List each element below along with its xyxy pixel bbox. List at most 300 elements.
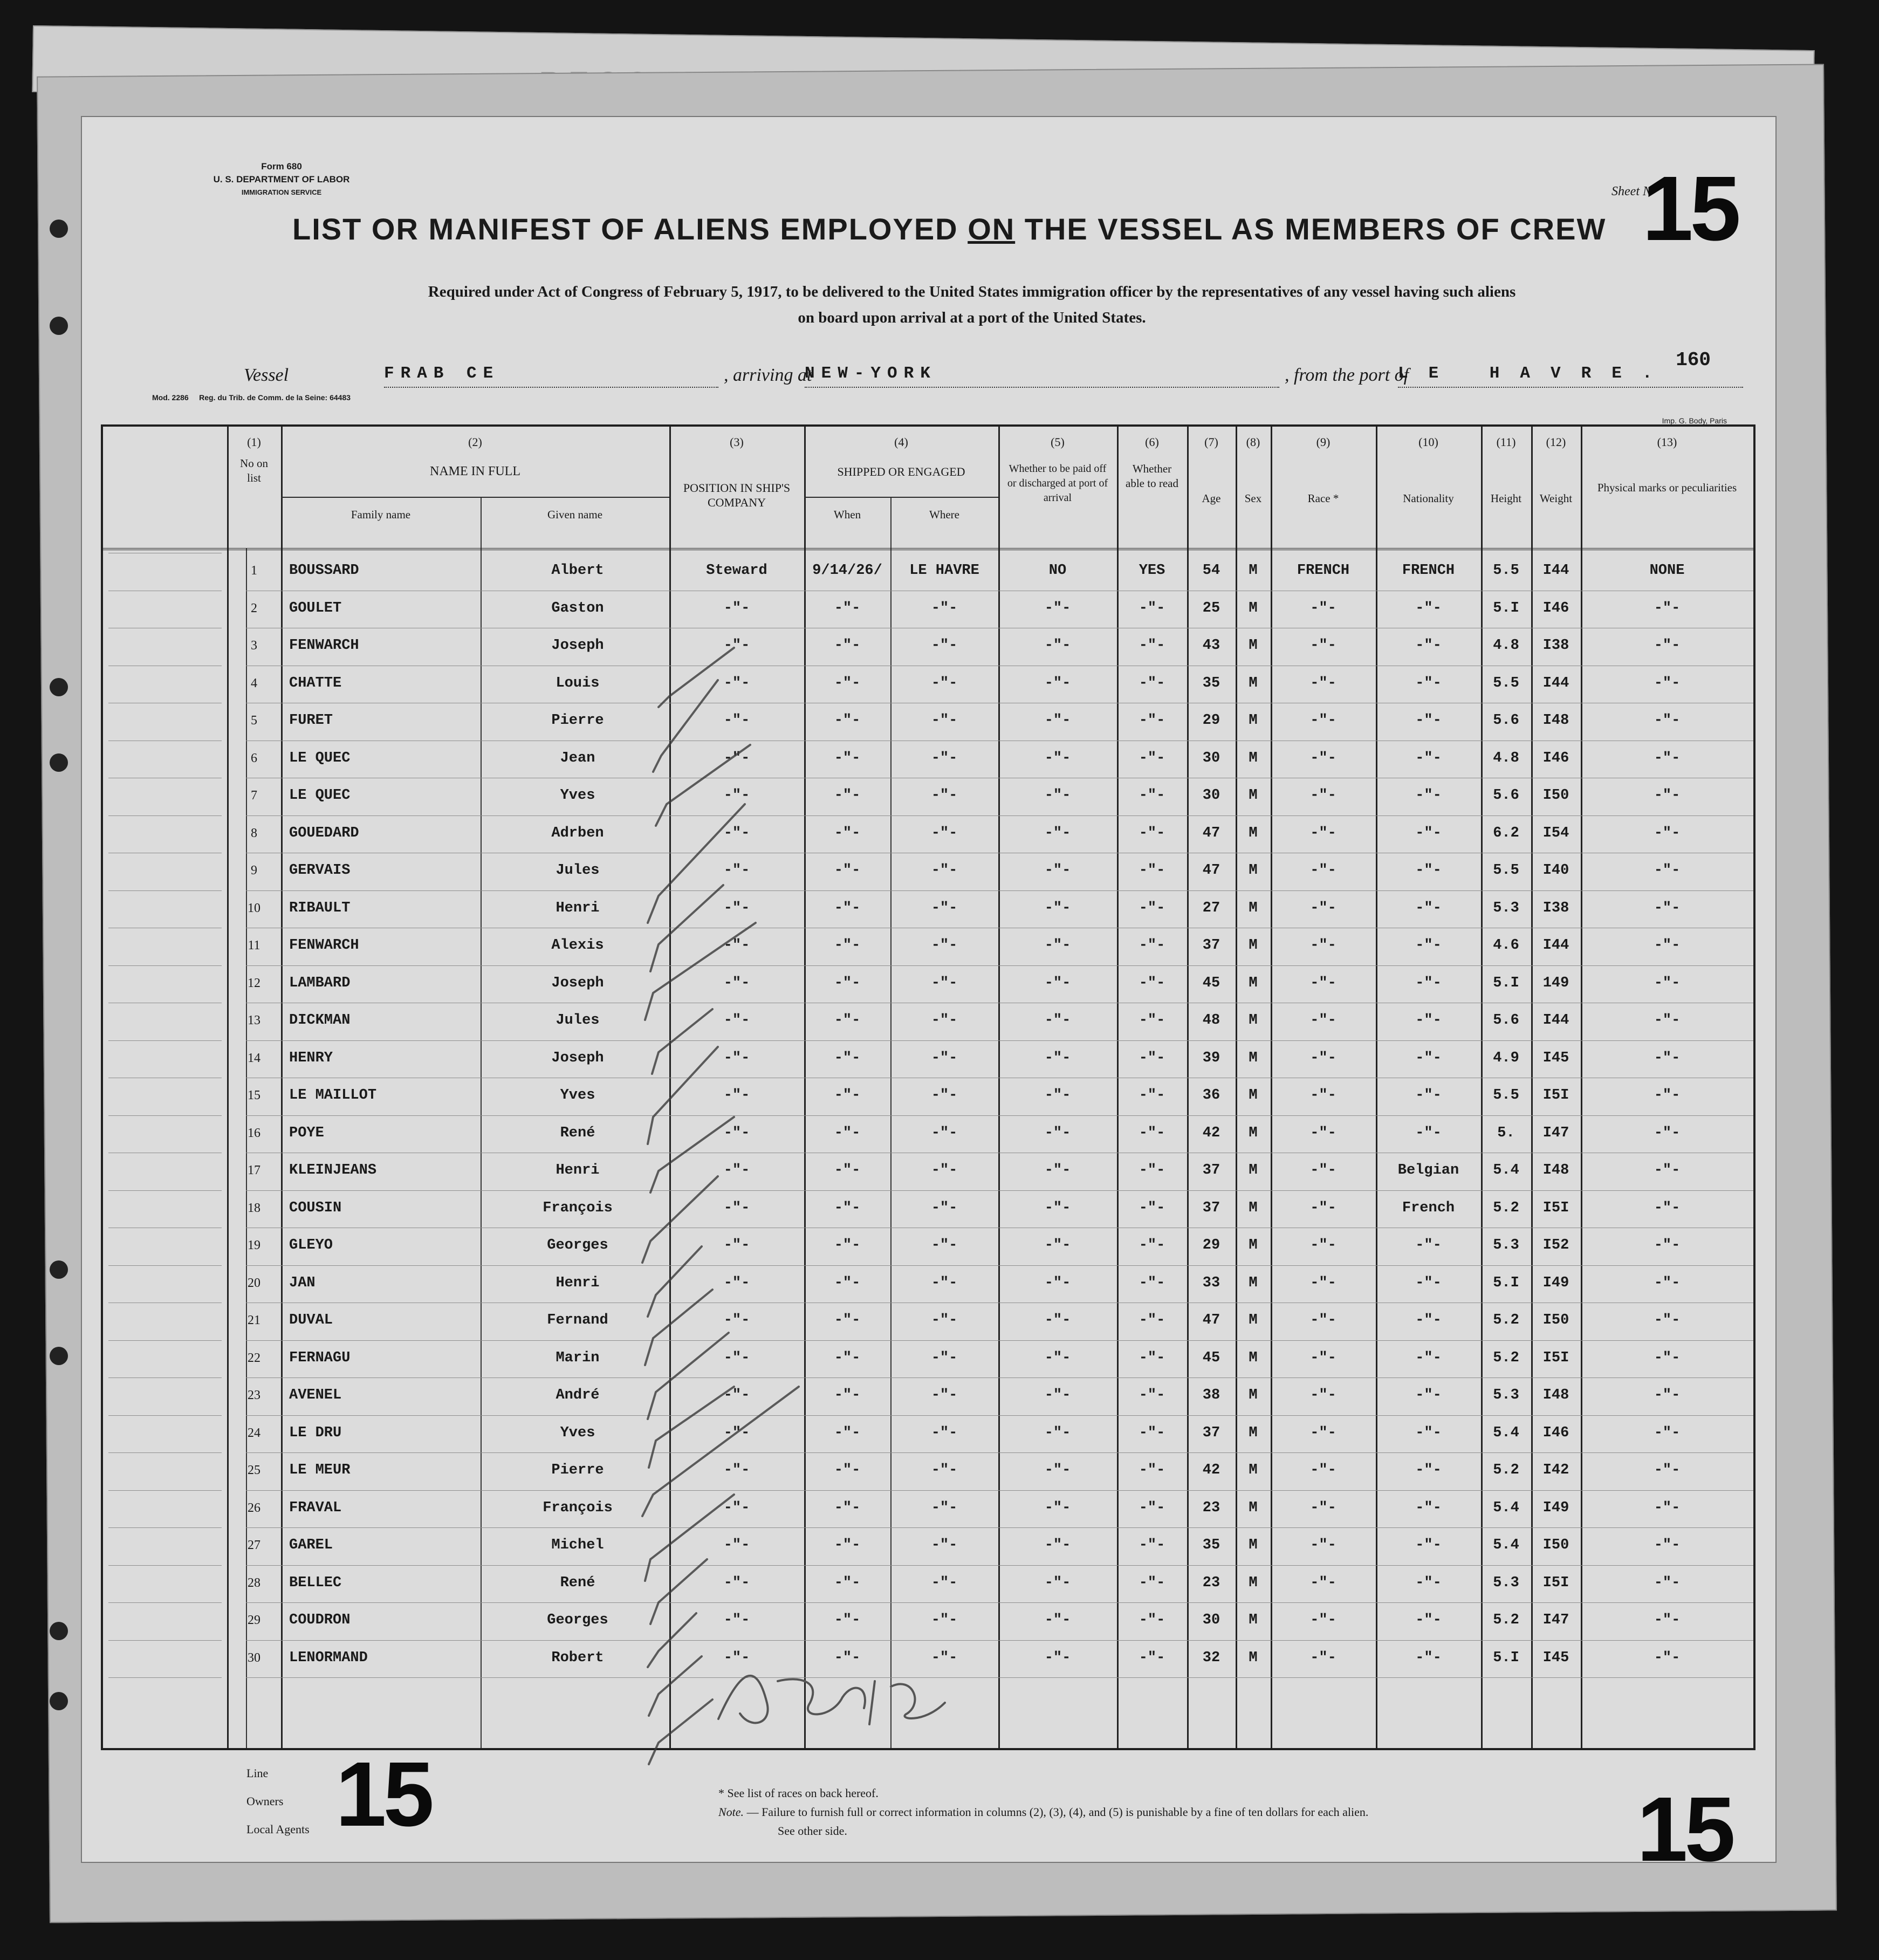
from-port: LE HAVRE. [1398, 364, 1673, 383]
height-cell: 5.2 [1493, 1462, 1519, 1478]
col-1-number: (1) [247, 435, 261, 449]
shipped-when-cell: -"- [834, 750, 861, 766]
nationality-cell: -"- [1415, 1349, 1442, 1366]
vessel-label: Vessel [244, 365, 289, 385]
able-to-read-cell: -"- [1139, 787, 1165, 804]
row-number-cell: 25 [248, 1463, 260, 1477]
able-to-read-cell: -"- [1139, 1574, 1165, 1591]
row-number-cell: 7 [251, 789, 257, 803]
able-to-read-cell: -"- [1139, 1087, 1165, 1104]
position-cell: -"- [723, 787, 750, 804]
margin-rule [108, 1602, 222, 1603]
position-cell: -"- [723, 1537, 750, 1553]
column-divider [281, 427, 283, 1748]
binder-hole [50, 1347, 68, 1365]
shipped-when-cell: -"- [834, 1499, 861, 1516]
weight-cell: I45 [1542, 1649, 1569, 1666]
family-name-cell: GOUEDARD [289, 825, 359, 841]
position-cell: -"- [723, 1087, 750, 1104]
position-cell: -"- [723, 1462, 750, 1478]
race-cell: -"- [1310, 1012, 1336, 1029]
col-4b-header: Where [929, 508, 959, 521]
weight-cell: I46 [1542, 750, 1569, 766]
physical-marks-cell: -"- [1654, 1312, 1681, 1328]
margin-rule [108, 1677, 222, 1678]
sex-cell: M [1249, 675, 1258, 691]
margin-rule [108, 1527, 222, 1528]
physical-marks-cell: -"- [1654, 1274, 1681, 1291]
shipped-where-cell: -"- [931, 937, 958, 954]
height-cell: 5.3 [1493, 900, 1519, 916]
registry-number: Reg. du Trib. de Comm. de la Seine: 64483 [199, 393, 351, 402]
row-number-cell: 19 [248, 1238, 260, 1252]
nationality-cell: -"- [1415, 1012, 1442, 1029]
family-name-cell: KLEINJEANS [289, 1162, 377, 1178]
shipped-when-cell: -"- [834, 1349, 861, 1366]
row-number-cell: 12 [248, 976, 260, 990]
family-name-cell: BELLEC [289, 1574, 342, 1591]
row-separator [246, 1527, 1753, 1528]
margin-rule [108, 965, 222, 966]
row-number-cell: 27 [248, 1538, 260, 1552]
row-number-cell: 10 [248, 901, 260, 915]
subtitle-line-2: on board upon arrival at a port of the United States. [798, 309, 1146, 326]
col-5-number: (5) [1051, 435, 1065, 449]
row-number-cell: 16 [248, 1126, 260, 1140]
shipped-where-cell: -"- [931, 1387, 958, 1403]
nationality-cell: -"- [1415, 750, 1442, 766]
position-cell: -"- [723, 1200, 750, 1216]
family-name-cell: FERNAGU [289, 1349, 351, 1366]
form-header [195, 160, 368, 199]
row-number-cell: 15 [248, 1088, 260, 1102]
nationality-cell: -"- [1415, 1087, 1442, 1104]
title-part-1: LIST OR MANIFEST OF ALIENS EMPLOYED [292, 212, 968, 246]
sex-cell: M [1249, 787, 1258, 804]
able-to-read-cell: -"- [1139, 1012, 1165, 1029]
weight-cell: I5I [1542, 1574, 1569, 1591]
able-to-read-cell: -"- [1139, 675, 1165, 691]
position-cell: -"- [723, 975, 750, 991]
shipped-where-cell: -"- [931, 1162, 958, 1178]
nationality-cell: -"- [1415, 900, 1442, 916]
shipped-where-cell: -"- [931, 1200, 958, 1216]
weight-cell: I5I [1542, 1087, 1569, 1104]
race-cell: -"- [1310, 1649, 1336, 1666]
sex-cell: M [1249, 750, 1258, 766]
height-cell: 5.I [1493, 600, 1519, 616]
row-separator [246, 1602, 1753, 1603]
physical-marks-cell: -"- [1654, 787, 1681, 804]
sheet-number-label: Sheet N [1611, 184, 1651, 198]
position-cell: -"- [723, 825, 750, 841]
weight-cell: I44 [1542, 937, 1569, 954]
position-cell: -"- [723, 750, 750, 766]
margin-rule [108, 1190, 222, 1191]
weight-cell: I54 [1542, 825, 1569, 841]
see-other-side: See other side. [778, 1824, 847, 1838]
paid-off-cell: -"- [1044, 1012, 1071, 1029]
weight-cell: I48 [1542, 712, 1569, 729]
shipped-when-cell: -"- [834, 862, 861, 879]
nationality-cell: -"- [1415, 1649, 1442, 1666]
given-name-cell: Joseph [551, 1050, 604, 1066]
sex-cell: M [1249, 862, 1258, 879]
col-9-header: Race * [1307, 492, 1339, 505]
arriving-label: , arriving at [724, 365, 812, 385]
physical-marks-cell: -"- [1654, 1574, 1681, 1591]
race-cell: -"- [1310, 975, 1336, 991]
row-number-cell: 20 [248, 1276, 260, 1290]
shipped-where-cell: -"- [931, 787, 958, 804]
able-to-read-cell: -"- [1139, 1537, 1165, 1553]
weight-cell: 149 [1542, 975, 1569, 991]
nationality-cell: -"- [1415, 1499, 1442, 1516]
family-name-cell: COUDRON [289, 1612, 351, 1628]
vessel-name-line [384, 387, 718, 388]
able-to-read-cell: YES [1139, 563, 1165, 579]
family-name-cell: DUVAL [289, 1312, 333, 1328]
arriving-port: NEW-YORK [805, 364, 937, 383]
col-1-header: No on list [240, 457, 268, 484]
height-cell: 5.I [1493, 1274, 1519, 1291]
physical-marks-cell: -"- [1654, 675, 1681, 691]
shipped-when-cell: -"- [834, 1612, 861, 1628]
mod-number: Mod. 2286 [152, 393, 189, 402]
paid-off-cell: -"- [1044, 1574, 1071, 1591]
shipped-when-cell: -"- [834, 1424, 861, 1441]
shipped-where-cell: -"- [931, 1462, 958, 1478]
shipped-where-cell: -"- [931, 900, 958, 916]
nationality-cell: -"- [1415, 600, 1442, 616]
physical-marks-cell: -"- [1654, 712, 1681, 729]
weight-cell: I5I [1542, 1349, 1569, 1366]
age-cell: 37 [1202, 1200, 1220, 1216]
race-cell: -"- [1310, 900, 1336, 916]
family-name-cell: GOULET [289, 600, 342, 616]
age-cell: 54 [1202, 563, 1220, 579]
race-cell: -"- [1310, 712, 1336, 729]
height-cell: 5. [1497, 1125, 1515, 1141]
row-number-cell: 29 [248, 1613, 260, 1627]
family-name-cell: LENORMAND [289, 1649, 368, 1666]
weight-cell: I50 [1542, 787, 1569, 804]
paid-off-cell: -"- [1044, 1162, 1071, 1178]
physical-marks-cell: -"- [1654, 1649, 1681, 1666]
nationality-cell: FRENCH [1402, 563, 1455, 579]
nationality-cell: French [1402, 1200, 1455, 1216]
physical-marks-cell: -"- [1654, 1200, 1681, 1216]
weight-cell: I47 [1542, 1125, 1569, 1141]
shipped-when-cell: -"- [834, 600, 861, 616]
shipped-where-cell: -"- [931, 975, 958, 991]
margin-rule [108, 1040, 222, 1041]
able-to-read-cell: -"- [1139, 1462, 1165, 1478]
shipped-when-cell: -"- [834, 675, 861, 691]
family-name-cell: CHATTE [289, 675, 342, 691]
given-name-cell: Joseph [551, 975, 604, 991]
weight-cell: I40 [1542, 862, 1569, 879]
sex-cell: M [1249, 638, 1258, 654]
physical-marks-cell: -"- [1654, 937, 1681, 954]
shipped-when-cell: -"- [834, 1274, 861, 1291]
family-name-cell: GERVAIS [289, 862, 351, 879]
given-name-cell: Pierre [551, 712, 604, 729]
given-name-cell: Albert [551, 563, 604, 579]
sex-cell: M [1249, 900, 1258, 916]
title-on: ON [968, 212, 1016, 246]
shipped-when-cell: -"- [834, 1237, 861, 1253]
age-cell: 45 [1202, 1349, 1220, 1366]
page-subtitle [211, 279, 1732, 331]
given-name-cell: René [560, 1125, 595, 1141]
paid-off-cell: -"- [1044, 1424, 1071, 1441]
sex-cell: M [1249, 825, 1258, 841]
position-cell: -"- [723, 1312, 750, 1328]
family-name-cell: LE MEUR [289, 1462, 351, 1478]
given-name-cell: Pierre [551, 1462, 604, 1478]
family-name-cell: RIBAULT [289, 900, 351, 916]
able-to-read-cell: -"- [1139, 1424, 1165, 1441]
given-name-cell: Jules [556, 862, 600, 879]
physical-marks-cell: -"- [1654, 1462, 1681, 1478]
given-name-cell: François [543, 1200, 613, 1216]
paid-off-cell: -"- [1044, 1349, 1071, 1366]
sex-cell: M [1249, 1237, 1258, 1253]
nationality-cell: -"- [1415, 937, 1442, 954]
age-cell: 23 [1202, 1574, 1220, 1591]
shipped-where-cell: -"- [931, 600, 958, 616]
margin-rule [108, 1565, 222, 1566]
from-port-label: , from the port of [1285, 365, 1409, 385]
shipped-where-cell: -"- [931, 825, 958, 841]
family-name-cell: BOUSSARD [289, 563, 359, 579]
paid-off-cell: -"- [1044, 750, 1071, 766]
sex-cell: M [1249, 1499, 1258, 1516]
paid-off-cell: -"- [1044, 1050, 1071, 1066]
footer-labels [246, 1759, 310, 1844]
row-separator [246, 1415, 1753, 1416]
row-separator [246, 1452, 1753, 1453]
title-part-2: THE VESSEL AS MEMBERS OF CREW [1015, 212, 1607, 246]
weight-cell: I52 [1542, 1237, 1569, 1253]
physical-marks-cell: -"- [1654, 1424, 1681, 1441]
row-number-cell: 28 [248, 1575, 260, 1590]
able-to-read-cell: -"- [1139, 1612, 1165, 1628]
shipped-when-cell: -"- [834, 1462, 861, 1478]
paid-off-cell: NO [1048, 563, 1067, 579]
given-name-cell: André [556, 1387, 600, 1403]
shipped-when-cell: -"- [834, 1125, 861, 1141]
col-10-header: Nationality [1403, 492, 1454, 505]
race-cell: -"- [1310, 1050, 1336, 1066]
weight-cell: I45 [1542, 1050, 1569, 1066]
sex-cell: M [1249, 1012, 1258, 1029]
shipped-when-cell: -"- [834, 1087, 861, 1104]
age-cell: 43 [1202, 638, 1220, 654]
race-cell: -"- [1310, 1349, 1336, 1366]
paid-off-cell: -"- [1044, 638, 1071, 654]
row-number-cell: 1 [251, 564, 257, 578]
able-to-read-cell: -"- [1139, 975, 1165, 991]
paid-off-cell: -"- [1044, 1087, 1071, 1104]
given-name-cell: Adrben [551, 825, 604, 841]
paid-off-cell: -"- [1044, 1387, 1071, 1403]
local-agents-label: Local Agents [246, 1822, 310, 1836]
nationality-cell: -"- [1415, 1612, 1442, 1628]
physical-marks-cell: -"- [1654, 1387, 1681, 1403]
col-2-number: (2) [468, 435, 482, 449]
sex-cell: M [1249, 1649, 1258, 1666]
position-cell: -"- [723, 1387, 750, 1403]
sex-cell: M [1249, 1087, 1258, 1104]
shipped-when-cell: -"- [834, 638, 861, 654]
row-separator [246, 1640, 1753, 1641]
row-separator [246, 1115, 1753, 1116]
position-cell: -"- [723, 1612, 750, 1628]
race-cell: -"- [1310, 862, 1336, 879]
position-cell: -"- [723, 937, 750, 954]
height-cell: 4.8 [1493, 638, 1519, 654]
row-number-cell: 3 [251, 639, 257, 653]
age-cell: 39 [1202, 1050, 1220, 1066]
shipped-where-cell: LE HAVRE [909, 563, 979, 579]
race-cell: FRENCH [1297, 563, 1350, 579]
age-cell: 47 [1202, 862, 1220, 879]
paid-off-cell: -"- [1044, 975, 1071, 991]
shipped-when-cell: -"- [834, 825, 861, 841]
given-name-cell: Louis [556, 675, 600, 691]
race-cell: -"- [1310, 1125, 1336, 1141]
position-cell: -"- [723, 1574, 750, 1591]
binder-hole [50, 220, 68, 238]
row-number-cell: 17 [248, 1163, 260, 1177]
row-separator [246, 1040, 1753, 1041]
family-name-cell: HENRY [289, 1050, 333, 1066]
physical-marks-cell: -"- [1654, 750, 1681, 766]
physical-marks-cell: -"- [1654, 600, 1681, 616]
shipped-where-cell: -"- [931, 1087, 958, 1104]
height-cell: 5.5 [1493, 862, 1519, 879]
sex-cell: M [1249, 1274, 1258, 1291]
row-number-cell: 30 [248, 1650, 260, 1665]
sex-cell: M [1249, 1200, 1258, 1216]
sex-cell: M [1249, 1574, 1258, 1591]
sex-cell: M [1249, 1424, 1258, 1441]
family-name-cell: AVENEL [289, 1387, 342, 1403]
subtitle-line-1: Required under Act of Congress of February 5, 1917, to be delivered to the United States immigration officer by the representatives of any vessel having such aliens [428, 283, 1516, 300]
age-cell: 29 [1202, 1237, 1220, 1253]
col-3-header: POSITION IN SHIP'S COMPANY [683, 481, 791, 509]
nationality-cell: -"- [1415, 712, 1442, 729]
binder-hole [50, 1260, 68, 1279]
sex-cell: M [1249, 1387, 1258, 1403]
row-separator [246, 1265, 1753, 1266]
shipped-when-cell: -"- [834, 1387, 861, 1403]
shipped-where-cell: -"- [931, 1499, 958, 1516]
line-label: Line [246, 1766, 269, 1780]
stamp-number-right: 15 [1636, 1778, 1732, 1881]
row-separator [246, 815, 1753, 816]
sex-cell: M [1249, 600, 1258, 616]
col-8-header: Sex [1244, 492, 1262, 505]
binder-hole [50, 1622, 68, 1640]
height-cell: 5.4 [1493, 1537, 1519, 1553]
age-cell: 33 [1202, 1274, 1220, 1291]
race-cell: -"- [1310, 937, 1336, 954]
service-name: IMMIGRATION SERVICE [241, 188, 322, 196]
able-to-read-cell: -"- [1139, 825, 1165, 841]
race-cell: -"- [1310, 1200, 1336, 1216]
able-to-read-cell: -"- [1139, 712, 1165, 729]
paid-off-cell: -"- [1044, 1612, 1071, 1628]
sex-cell: M [1249, 1050, 1258, 1066]
given-name-cell: Joseph [551, 638, 604, 654]
able-to-read-cell: -"- [1139, 937, 1165, 954]
height-cell: 5.6 [1493, 712, 1519, 729]
age-cell: 29 [1202, 712, 1220, 729]
col-4-header: SHIPPED OR ENGAGED [837, 465, 965, 478]
row-separator [246, 1490, 1753, 1491]
given-name-cell: Yves [560, 1424, 595, 1441]
age-cell: 23 [1202, 1499, 1220, 1516]
arriving-port-line [805, 387, 1279, 388]
stamp-number-left: 15 [335, 1743, 431, 1846]
margin-rule [108, 1452, 222, 1453]
paid-off-cell: -"- [1044, 900, 1071, 916]
margin-rule [108, 1415, 222, 1416]
given-name-cell: Yves [560, 787, 595, 804]
position-cell: -"- [723, 1649, 750, 1666]
shipped-when-cell: -"- [834, 1200, 861, 1216]
weight-cell: I47 [1542, 1612, 1569, 1628]
age-cell: 30 [1202, 750, 1220, 766]
age-cell: 25 [1202, 600, 1220, 616]
age-cell: 37 [1202, 1424, 1220, 1441]
given-name-cell: Georges [547, 1612, 608, 1628]
col-13-header: Physical marks or peculiarities [1597, 481, 1737, 494]
row-separator [246, 890, 1753, 891]
weight-cell: I44 [1542, 563, 1569, 579]
race-cell: -"- [1310, 1499, 1336, 1516]
nationality-cell: -"- [1415, 1237, 1442, 1253]
weight-cell: I44 [1542, 1012, 1569, 1029]
binder-hole [50, 317, 68, 335]
age-cell: 37 [1202, 937, 1220, 954]
height-cell: 5.2 [1493, 1612, 1519, 1628]
shipped-when-cell: -"- [834, 1574, 861, 1591]
inspector-signature [708, 1638, 977, 1740]
crew-manifest-table [101, 424, 1755, 1750]
row-separator [246, 1190, 1753, 1191]
margin-rule [108, 815, 222, 816]
position-cell: -"- [723, 600, 750, 616]
nationality-cell: -"- [1415, 862, 1442, 879]
col-12-number: (12) [1546, 435, 1566, 449]
physical-marks-cell: -"- [1654, 1125, 1681, 1141]
binder-hole [50, 753, 68, 772]
race-cell: -"- [1310, 825, 1336, 841]
height-cell: 5.3 [1493, 1574, 1519, 1591]
age-cell: 42 [1202, 1462, 1220, 1478]
given-name-cell: Jules [556, 1012, 600, 1029]
family-name-cell: LE MAILLOT [289, 1087, 377, 1104]
sex-cell: M [1249, 1462, 1258, 1478]
col-7-header: Age [1202, 492, 1221, 505]
able-to-read-cell: -"- [1139, 600, 1165, 616]
col-9-number: (9) [1316, 435, 1331, 449]
race-cell: -"- [1310, 600, 1336, 616]
